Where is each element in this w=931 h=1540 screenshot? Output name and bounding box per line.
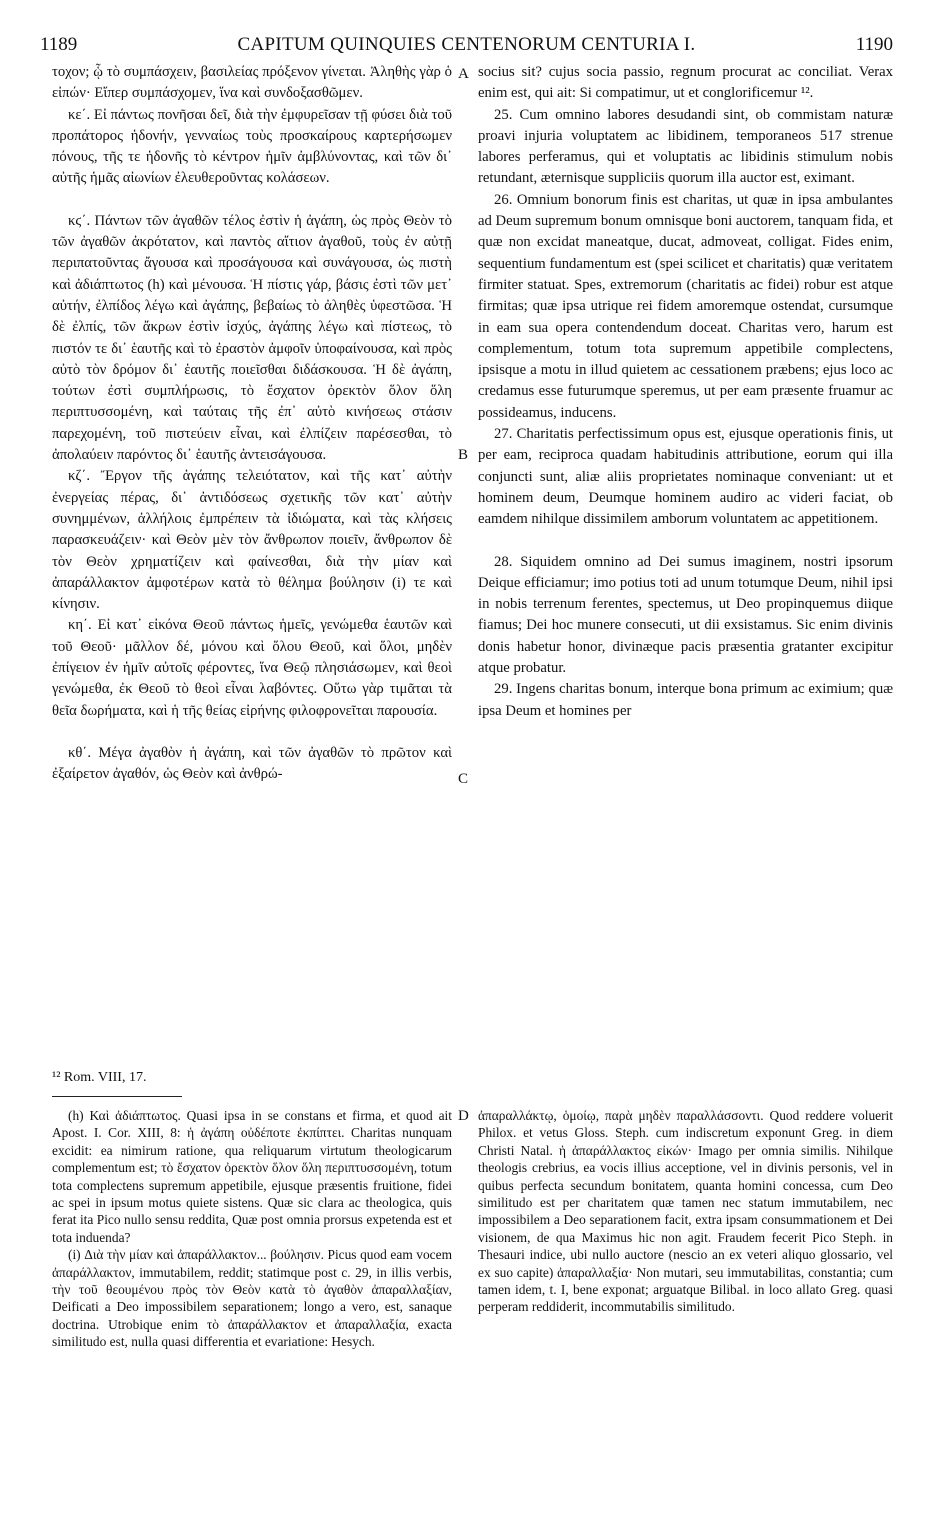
commentary-note: (h) Καὶ ἀδιάπτωτος. Quasi ipsa in se constans et firma, et quod ait Apost. I. Cor. XIII, 8: ἡ ἀγάπη οὐδέποτε ἐκπίπτει. Charitas nunquam excidit: ea nimirum ratione, qua reliquarum virtutum theologicarum complementum est; τὸ ἔσχατον ὀρεκτὸν ὅλον ὅλη περιπτυσσομένη, totum tota complectens supremum appetibile, ejusque præsentis fruitione, fidei ac spei in ipsum motus quiete sistens. Quæ sic clara ac theologica, quis ferat ita Pico nullo sensu reddita, Quæ post omnia prorsus expetenda est et tota induenda?	[52, 1108, 452, 1245]
greek-paragraph: κη΄. Εἰ κατ᾿ εἰκόνα Θεοῦ πάντως ἡμεῖς, γενώμεθα ἑαυτῶν καὶ τοῦ Θεοῦ· μᾶλλον δέ, μόνου καὶ ὅλου Θεοῦ, καὶ ὅλοι, μηδὲν ἐπίγειον ἐν ἡμῖν αὐτοῖς φέροντες, ἵνα Θεῷ πλησιάσωμεν, καὶ θεοὶ γενώμεθα, ἐκ Θεοῦ τὸ θεοὶ εἶναι λαβόντες. Οὕτω γὰρ τιμᾶται τὰ θεῖα δωρήματα, καὶ ἡ τῆς θείας εἰρήνης φιλοφρονεῖται παρουσία.	[52, 617, 452, 719]
page-number-right: 1190	[855, 34, 893, 55]
scripture-footnote: ¹² Rom. VIII, 17.	[52, 1070, 147, 1085]
latin-paragraph: socius sit? cujus socia passio, regnum procurat ac conciliat. Verax enim est, qui ait: Si compatimur, ut et conglorificemur ¹².	[478, 64, 893, 102]
notes-right-column	[478, 1107, 893, 1316]
greek-paragraph: κϛ΄. Πάντων τῶν ἀγαθῶν τέλος ἐστὶν ἡ ἀγάπη, ὡς πρὸς Θεὸν τὸ τῶν ἀγαθῶν ἀκρότατον, καὶ παντὸς αἴτιον ἀγαθοῦ, τοὺς ἐν αὐτῇ περιπατοῦντας ἄγουσα καὶ προσάγουσα καὶ συνάγουσα, ὡς πιστὴ καὶ ἀδιάπτωτος (h) καὶ μένουσα. Ἡ πίστις γάρ, βάσις ἐστὶ τῶν μετ᾿ αὐτήν, ἐλπίδος λέγω καὶ ἀγάπης, βεβαίως τὸ ἀληθὲς ὑφεστῶσα. Ἡ δὲ ἐλπίς, τῶν ἄκρων ἐστὶν ἰσχύς, ἀγάπης λέγω καὶ πίστεως, τὸ πιστόν τε δι᾿ ἑαυτῆς καὶ τὸ ἐραστὸν ἀμφοῖν ὑποφαίνουσα, καὶ πρὸς αὐτὸ τὸν δρόμον δι᾿ ἑαυτῆς ποιεῖσθαι διδάσκουσα. Ἡ δὲ ἀγάπη, τούτων ἐστὶ συμπλήρωσις, τὸ ἔσχατον ὀρεκτὸν ὅλον ὅλη περιπτυσσομένη, καὶ ταύταις τῆς ἐπ᾿ αὐτὸ κινήσεως στάσιν παρεχομένη, τοῦ πιστεύειν εἶναι, καὶ ἐλπίζειν παρέσεσθαι, τὸ ἀπολαύειν παρόντος δι᾿ ἑαυτῆς ἀντεισάγουσα.	[52, 212, 452, 464]
latin-paragraph: 27. Charitatis perfectissimum opus est, ejusque operationis finis, ut per eam, reciproca quadam habitudinis attributione, eorum qui illa conjuncti sunt, aliæ aliis proprietates nominaque conveniant: ut et hominem deum, Deumque hominem audiro ac videri faciat, ob eamdem nihilque dissimilem amborum voluntatem ac appetitionem.	[478, 426, 893, 528]
latin-paragraph: 29. Ingens charitas bonum, interque bona primum ac eximium; quæ ipsa Deum et homines per	[478, 681, 893, 719]
running-head	[40, 34, 893, 58]
greek-paragraph: κζ΄. Ἔργον τῆς ἀγάπης τελειότατον, καὶ τῆς κατ᾿ αὐτὴν ἐνεργείας πέρας, δι᾿ ἀντιδόσεως σχετικῆς τῶν κατ᾿ αὐτὴν συνημμένων, ἀλλήλοις ἐμπρέπειν τὰ ἰδιώματα, καὶ τὰς κλήσεις παρασκευάζειν· καὶ Θεὸν μὲν τὸν ἄνθρωπον ποιεῖν, ἄνθρωπον δὲ τὸν Θεὸν χρηματίζειν καὶ φαίνεσθαι, διὰ τὴν μίαν καὶ ἀπαράλλακτον ἀμφοτέρων κατὰ τὸ θέλημα βούλησιν (i) τε καὶ κίνησιν.	[52, 468, 452, 613]
margin-letter-a: A	[458, 66, 469, 82]
greek-paragraph: κε΄. Εἰ πάντως πονῆσαι δεῖ, διὰ τὴν ἐμφυρεῖσαν τῇ φύσει διὰ τοῦ προπάτορος ἡδονήν, γενναίως τοὺς προσκαίρους καρτερήσωμεν πόνους, τῆς τε ἡδονῆς τὸ κέντρον ἡμῖν ἀμβλύνοντας, καὶ τῶν δι᾿ αὐτῆς ἡμᾶς αἰωνίων ἐλευθεροῦντας κολάσεων.	[52, 106, 452, 187]
page-number-left: 1189	[40, 34, 78, 55]
margin-letter-c: C	[458, 771, 469, 787]
latin-paragraph: 25. Cum omnino labores desudandi sint, ob commistam naturæ proavi injuria voluptatem ac libidinem, temporaneos 517 strenue labores perferamus, qui et voluptatis ac libidinis stimulum nobis retundant, æternisque suppliciis quorum illa auctor est, eximant.	[478, 106, 893, 187]
margin-letter-b: B	[458, 447, 469, 463]
running-title: CAPITUM QUINQUIES CENTENORUM CENTURIA I.	[237, 34, 696, 55]
notes-left-column	[52, 1107, 452, 1351]
commentary-note: ἀπαραλλάκτῳ, ὁμοίῳ, παρὰ μηδὲν παραλλάσσοντι. Quod reddere voluerit Philox. et vetus Gloss. Steph. cum indiscretum exponunt Greg. in diem Christi Natal. ἡ ἀπαράλλακτος εἰκών· Imago per omnia similis. Nihilque theologis crebrius, ea vocis illius acceptione, vel in divinis personis, vel in quibus perfecta secundum bonitatem, quanta homini concessa, cum Deo similitudo est per charitatem quæ tamen nec statum immutabilem, nec impossibilem a Deo separationem facit, extra ipsam consummationem et Dei visionem, de qua Maximus hic non agit. Fraudem fecerit Pico Steph. in Thesauri indice, ubi nullo auctore (nescio an ex veteri aliquo glossario, vel ex suo capite) ἀπαραλλαξία· Non mutari, seu immutabilitas, constantia; cum tamen idem, t. I, bene exponat; arguatque Bilibal. in loco allato Greg. quasi perperam reddiderit, incommutabilis similitudo.	[478, 1108, 893, 1315]
margin-letter-d: D	[458, 1108, 469, 1124]
greek-column	[52, 62, 452, 786]
greek-paragraph: τοχον; ᾧ τὸ συμπάσχειν, βασιλείας πρόξενον γίνεται. Ἀληθὴς γὰρ ὁ εἰπών· Εἴπερ συμπάσχομεν, ἵνα καὶ συνδοξασθῶμεν.	[52, 64, 452, 102]
greek-paragraph: κθ΄. Μέγα ἀγαθὸν ἡ ἀγάπη, καὶ τῶν ἀγαθῶν τὸ πρῶτον καὶ ἐξαίρετον ἀγαθόν, ὡς Θεὸν καὶ ἀνθρώ-	[52, 744, 452, 783]
latin-paragraph: 26. Omnium bonorum finis est charitas, ut quæ in ipsa ambulantes ad Deum supremum bonum omnisque boni auctorem, tanquam fida, et quæ non excidat maneatque, ducat, admoveat, colligat. Fides enim, sequentium fundamentum est (spei scilicet et charitatis) quæ veritatem firmiter statuat. Spes, extremorum (charitatis ac fidei) robur est atque firmitas; quæ ipsa utrique rei fidem amoremque ostendat, cursumque in eam sua opera contendendum doceat. Charitas vero, harum est complementum, totum tota supremum appetibile complectens, ipsisque a motu in illud quietem ac cessationem præbens; ejus loco ac credamus esse futurumque speremus, ut per eam præsente fruamur ac possideamus, inducens.	[478, 191, 893, 421]
latin-column	[478, 62, 893, 722]
latin-paragraph: 28. Siquidem omnino ad Dei sumus imaginem, nostri ipsorum Deique efficiamur; imo potius toti ad unum totumque Deum, nihil ipsi in nobis terrenum ferentes, spectemus, ut Deo propinquemus diique fiamus; Dei hoc munere consecuti, ut dii exsistamus. Sic enim divinis donis habetur honor, divinæque pacis præsentia gratanter excipitur atque probatur.	[478, 553, 893, 677]
footnote-divider	[52, 1096, 182, 1097]
commentary-note: (i) Διὰ τὴν μίαν καὶ ἀπαράλλακτον... βούλησιν. Picus quod eam vocem ἀπαράλλακτον, immutabilem, reddit; statimque post c. 29, in illis verbis, τὴν τοῦ θεουμένου πρὸς τὸν Θεὸν κατὰ τὸ ἀγαθὸν ἀπαραλλαξίαν, Deificati a Deo impossibilem separationem; longo a vero, est, sanaque doctrina. Utrobique enim τὸ ἀπαράλλακτον et ἀπαραλλαξία, exacta similitudo est, nulla quasi differentia et evariatione: Hesych.	[52, 1247, 452, 1350]
